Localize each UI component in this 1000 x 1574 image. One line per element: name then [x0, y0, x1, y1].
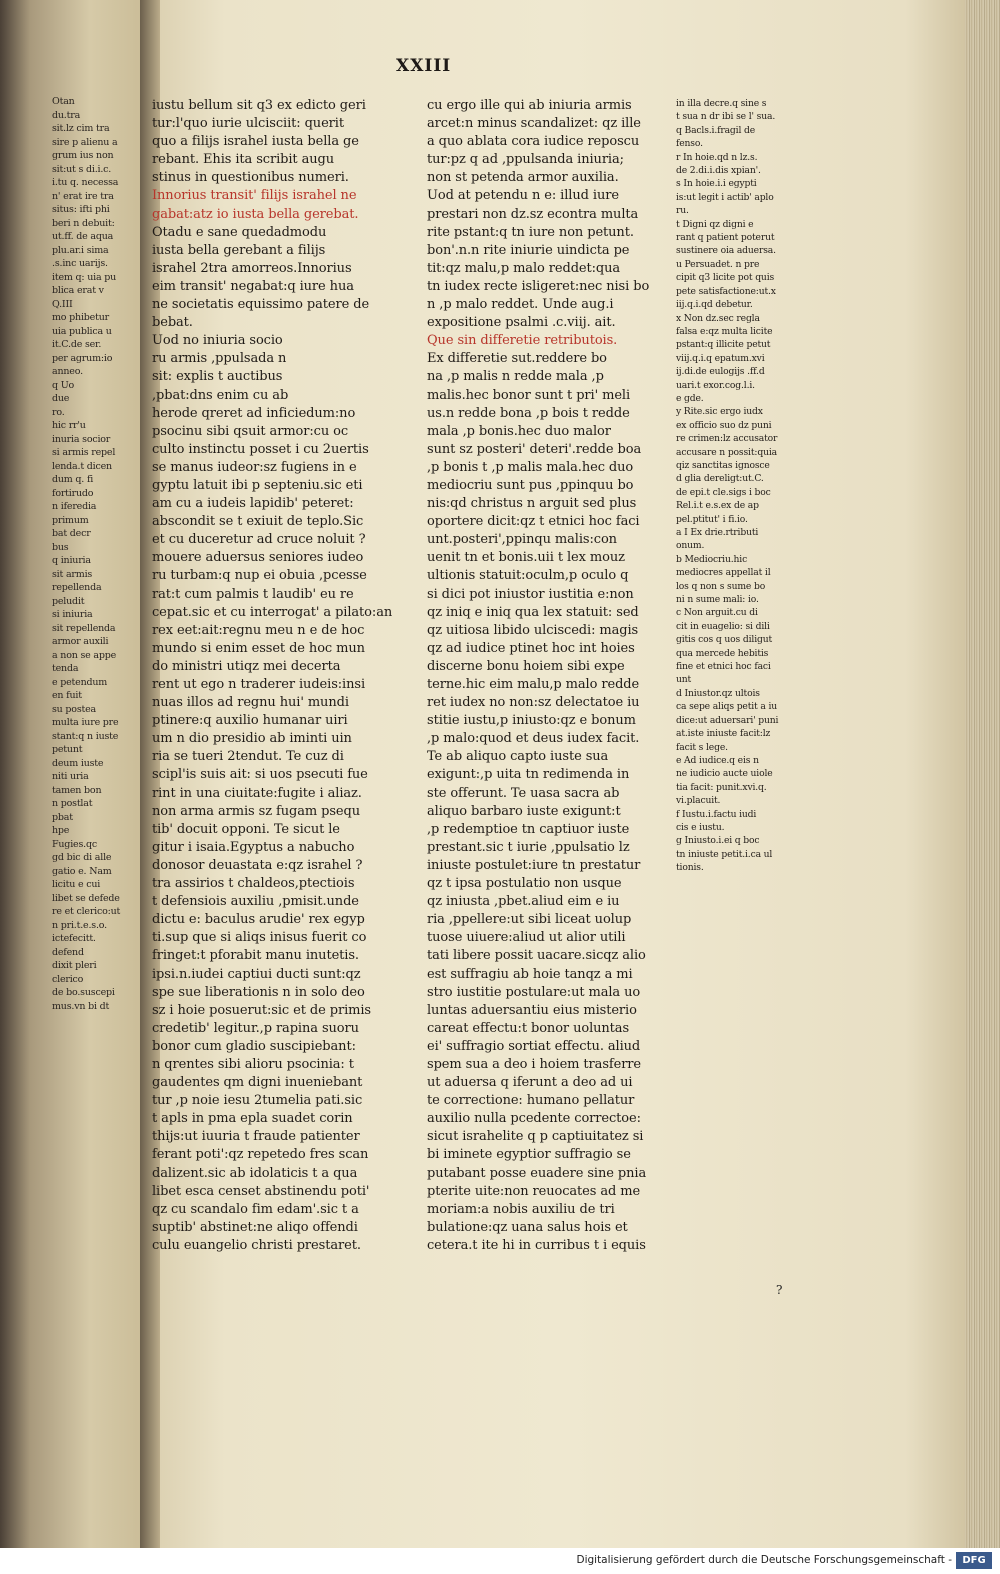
footer-bar: [0, 1548, 1000, 1574]
paragraph: Uod at petendu n e: illud iure prestari non dz.sz econtra multa rite pstant:q tn iure non petunt. bon'.n.n rite iniurie uindicta pe tit:qz malu,p malo reddet:qua tn iudex recte isligeret:nec nisi bo n ,p malo reddet. Unde aug.i expositione psalmi .c.viij. ait.: [427, 188, 650, 331]
text-column-right: [427, 97, 659, 1255]
rubric-heading: Que sin differetie retributois.: [427, 333, 618, 349]
paragraph: Otadu e sane quedadmodu iusta bella gerebant a filijs israhel 2tra amorreos.Innorius eim transit' negabat:q iure hua ne societatis equissimo patere de bebat.: [152, 224, 370, 331]
paragraph: Ex differetie sut.reddere bo na ,p malis n redde mala ,p malis.hec bonor sunt t pri' meli us.n redde bona ,p bois t redde mala ,p bonis.hec duo malor sunt sz posteri' deteri'.redde boa ,p bonis t ,p malis mala.hec duo mediocriu sunt pus ,ppinquu bo nis:qd christus n arguit sed plus oportere dicit:qz t etnici hoc faci unt.posteri',ppinqu malis:con uenit tn et bonis.uii t lex mouz ultionis statuit:oculm,p oculo q si dici pot iniustor iustitia e:non qz iniq e iniq qua lex statuit: sed qz uitiosa libido ulciscedi: magis qz ad iudice ptinet hoc int hoies discerne bonu hoiem sibi expe terne.hic eim malu,p malo redde ret iudex no non:sz delectatoe iu stitie iustu,p iniusto:qz e bonum ,p malo:quod et deus iudex facit.: [427, 351, 642, 747]
dfg-logo: DFG: [956, 1552, 992, 1569]
funding-credit: Digitalisierung gefördert durch die Deutsche Forschungsgemeinschaft -: [576, 1554, 952, 1566]
paragraph: Uod no iniuria socio ru armis ,ppulsada n sit: explis t auctibus ,pbat:dns enim cu ab herode qreret ad inficiedum:no psocinu sibi qsuit armor:cu oc culto instinctu posset i cu 2uertis se manus iudeor:sz fugiens in e gyptu latuit ibi p septeniu.sic eti am cu a iudeis lapidib' peteret: abscondit se t exiuit de teplo.Sic et cu duceretur ad cruce noluit ? mouere aduersus seniores iudeo ru turbam:q nup ei obuia ,pcesse rat:t cum palmis t laudib' eu re cepat.sic et cu interrogat' a pilato:an rex eet:ait:regnu meu n e de hoc mundo si enim esset de hoc mun do ministri utiqz mei decerta rent ut ego n traderer iudeis:insi nuas illos ad regnu hui' mundi ptinere:q auxilio humanar uiri um n dio presidio ab iminti uin ria se tueri 2tendut. Te cuz di scipl'is suis ait: si uos psecuti fue rint in una ciuitate:fugite i aliaz. non arma armis sz fugam psequ tib' docuit opponi. Te sicut le gitur i isaia.Egyptus a nabucho donosor deuastata e:qz israhel ? tra assirios t chaldeos,ptectiois t defensiois auxiliu ,pmisit.unde dictu e: baculus arudie' rex egyp ti.sup que si aliqs inisus fuerit co fringet:t pforabit manu inutetis. ipsi.n.iudei captiui ducti sunt:qz spe sue liberationis n in solo deo sz i hoie posuerut:sic et de primis credetib' legitur.,p rapina suoru bonor cum gladio suscipiebant: n qrentes sibi alioru psocinia: t gaudentes qm digni inueniebant tur ,p noie iesu 2tumelia pati.sic t apls in pma epla suadet corin thijs:ut iuuria t fraude patienter ferant poti':qz repetedo fres scan dalizent.sic ab idolaticis t a qua libet esca censet abstinendu poti' qz cu scandalo fim edam'.sic t a suptib' abstinet:ne aliqo offendi culu euangelio christi prestaret.: [152, 333, 393, 1253]
folio-number: XXIII: [396, 56, 452, 76]
text-column-left: [152, 97, 397, 1255]
marginal-gloss: in illa decre.q sine s t sua n dr ibi se l' sua. q Bacls.i.fragil de fenso. r In hoie.qd n lz.s. de 2.di.i.dis xpian'. s In hoie.i.i egypti is:ut legit i actib' aplo ru. t Digni qz digni e rant q patient poterut sustinere oia aduersa. u Persuadet. n pre cipit q3 licite pot quis pete satisfactione:ut.x iij.q.i.qd debetur. x Non dz.sec regla falsa e:qz multa licite pstant:q illicite petut viij.q.i.q epatum.xvi ij.di.de eulogijs .ff.d uari.t exor.cog.l.i. e gde. y Rite.sic ergo iudx ex officio suo dz puni re crimen:lz accusator accusare n possit:quia qiz sanctitas ignosce d glia dereligt:ut.C. de epi.t cle.sigs i boc Rel.i.t e.s.ex de ap pel.ptitut' i fi.io. a I Ex drie.rtributi onum. b Mediocriu.hic mediocres appellat il los q non s sume bo ni n sume mali: io. c Non arguit.cu di cit in euagelio: si dili gitis cos q uos diligut qua mercede hebitis fine et etnici hoc faci unt d Iniustor.qz ultois ca sepe aliqs petit a iu dice:ut aduersari' puni at.iste iniuste facit:lz facit s lege. e Ad iudice.q eis n ne iudicio aucte uiole tia facit: punit.xvi.q. vi.placuit. f Iustu.i.factu iudi cis e iustu. g Iniusto.i.ei q boc tn iniuste petit.i.ca ul tionis.: [676, 98, 779, 874]
paragraph: iustu bellum sit q3 ex edicto geri tur:l'quo iurie ulcisciit: querit quo a filijs israhel iusta bella ge rebant. Ehis ita scribit augu stinus in questionibus numeri.: [152, 98, 366, 186]
left-page-margin-text: Otan du.tra sit.lz cim tra sire p alienu a grum ius non sit:ut s di.i.c. i.tu q. necessa n' erat ire tra situs: ifti phi beri n debuit: ut.ff. de aqua plu.ar.i sima .s.inc uarijs. item q: uia pu blica erat v Q.III mo phibetur uia publica u it.C.de ser. per agrum:io anneo. q Uo due ro. hic rr'u inuria socior si armis repel lenda.t dicen dum q. fi fortirudo n iferedia primum bat decr bus q iniuria sit armis repellenda peludit si iniuria sit repellenda armor auxili a non se appe tenda e petendum en fuit su postea multa iure pre stant:q n iuste petunt deum iuste niti uria tamen bon n postlat pbat hpe Fugies.qc gd bic di alle gatio e. Nam licitu e cui libet se defede re et clerico:ut n pri.t.e.s.o. ictefecitt. defend dixit pleri clerico de bo.suscepi mus.vn bi dt: [52, 96, 121, 1012]
rubric-heading: Innorius transit' filijs israhel ne gabat:atz io iusta bella gerebat.: [152, 188, 359, 222]
page-edges: [965, 0, 1000, 1574]
paragraph: cu ergo ille qui ab iniuria armis arcet:n minus scandalizet: qz ille a quo ablata cora iudice reposcu tur:pz q ad ,ppulsanda iniuria; non st petenda armor auxilia.: [427, 98, 641, 186]
catchword: ?: [776, 1283, 783, 1297]
paragraph: Te ab aliquo capto iuste sua exigunt:,p uita tn redimenda in ste offerunt. Te uasa sacra ab aliquo barbaro iuste exigunt:t ,p redemptioe tn captiuor iuste prestant.sic t iurie ,ppulsatio lz iniuste postulet:iure tn prestatur qz t ipsa postulatio non usque qz iniusta ,pbet.aliud eim e iu ria ,ppellere:ut sibi liceat uolup tuose uiuere:aliud ut alior utili tati libere possit uacare.sicqz alio est suffragiu ab hoie tanqz a mi stro iustitie postulare:ut mala uo luntas aduersantiu eius misterio careat effectu:t bonor uoluntas ei' suffragio sortiat effectu. aliud spem sua a deo i hoiem trasferre ut aduersa q iferunt a deo ad ui te correctione: humano pellatur auxilio nulla pcedente correctoe: sicut israhelite q p captiuitatez si bi iminete egyptior suffragio se putabant posse euadere sine pnia pterite uite:non reuocates ad me moriam:a nobis auxiliu de tri bulatione:qz uana salus hois et cetera.t ite hi in curribus t i equis: [427, 749, 647, 1253]
